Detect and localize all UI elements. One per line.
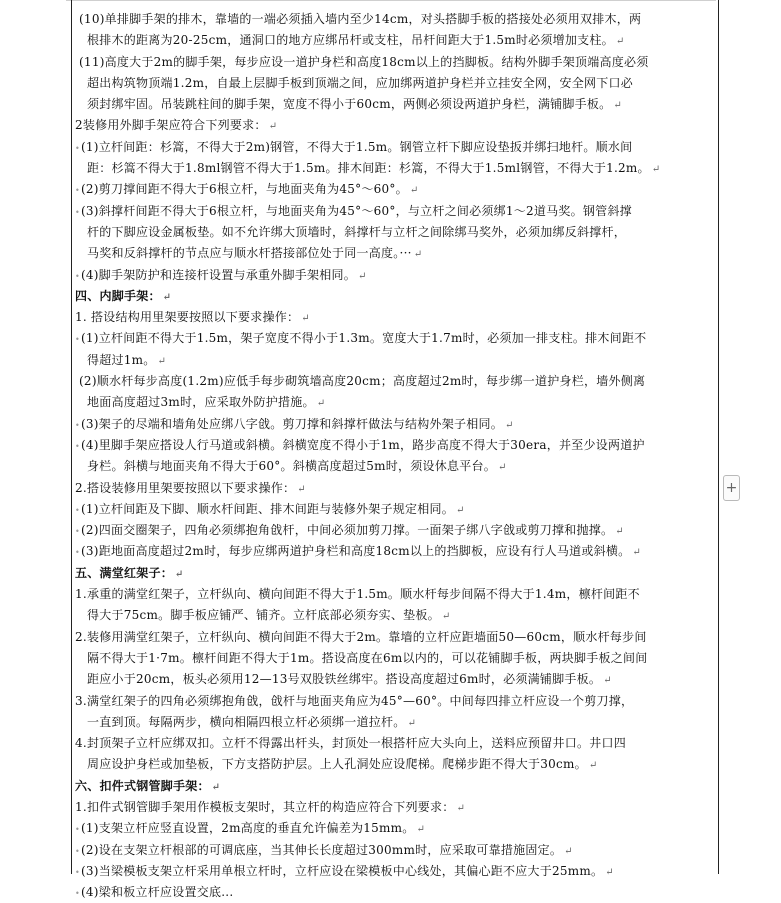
line-text: (11)高度大于2m的脚手架，每步应设一道护身栏和高度18cm以上的挡脚板。结构外脚手架顶端高度必须 [79,54,649,69]
paragraph-mark-icon: ↵ [297,483,306,495]
paragraph-mark-icon: ↵ [407,717,417,729]
line-text: (1)立杆间距：杉篙，不得大于2m)钢管，不得大于1.5m。钢管立杆下脚应设垫扳并绑扫地杆。顺水间 [80,139,633,154]
list-bullet: • [75,527,80,537]
line-text: (3)架子的尽端和墙角处应绑八字戗。剪刀撑和斜撑杆做法与结构外架子相同。 [80,416,503,431]
text-line [75,158,715,179]
text-line [75,520,715,541]
text-line [75,882,715,903]
paragraph-mark-icon: ↵ [175,568,184,580]
text-line [75,30,715,51]
text-line [75,754,715,775]
text-line [75,627,715,648]
text-line [75,350,715,371]
text-line [75,669,715,690]
text-line [75,499,715,520]
line-text: 身栏。斜横与地面夹角不得大于60°。斜横高度超过5m时，须设休息平台。 [87,459,497,474]
text-line [75,733,715,754]
paragraph-mark-icon: ↵ [357,270,367,282]
line-text: 1.承重的满堂红架子，立杆纵向、横向间距不得大于1.5m。顺水杆每步间隔不得大于1.4m，檩杆间距不 [75,587,640,602]
paragraph-mark-icon: ↵ [416,824,426,836]
line-text: 2.装修用满堂红架子，立杆纵向、横向间距不得大于2m。靠墙的立杆应距墙面50—60cm，顺水杆每步间 [75,629,647,644]
text-line [75,371,715,392]
line-text: (3)斜撑杆间距不得大于6根立杆，与地面夹角为45°～60°，与立杆之间必须绑1～2道马奖。钢管斜撑 [80,203,632,218]
line-text: 隔不得大于1·7m。檩杆间距不得大于1m。搭设高度在6m以内的，可以花铺脚手板，两块脚手板之间间 [87,650,648,665]
paragraph-mark-icon: ↵ [651,164,661,176]
text-line [75,861,715,882]
paragraph-mark-icon: ↵ [605,866,614,878]
line-text: 距：杉篙不得大于1.8ml钢管不得大于1.5m。排木间距：杉篙，不得大于1.5ml钢管，不得大于1.2m。 [87,161,650,176]
line-text: 1.扣件式钢管脚手架用作模板支架时，其立杆的构造应符合下列要求： [75,799,455,814]
line-text: 周应设护身栏或加垫板，下方支搭防护层。上人孔洞处应设爬梯。爬梯步距不得大于30cm。 [87,757,587,772]
line-text: 2装修用外脚手架应符合下列要求： [75,118,267,133]
table-left-border [71,0,72,874]
text-line [75,541,715,562]
line-text: 四、内脚手架： [75,288,161,303]
line-text: (2)剪刀撑间距不得大于6根立杆，与地面夹角为45°～60°。 [80,182,408,197]
list-bullet: • [75,846,80,856]
text-line [75,94,715,115]
line-text: 六、扣件式钢管脚手架： [75,778,210,793]
text-line [75,243,715,264]
line-text: 3.满堂红架子的四角必须绑抱角戗，戗杆与地面夹角应为45°—60°。中间每四排立杆应设一个剪刀撑， [75,693,634,708]
list-bullet: • [75,271,80,281]
line-text: 地面高度超过3m时，应采取外防护措施。 [87,395,315,410]
paragraph-mark-icon: ↵ [504,419,514,431]
line-text: 4.封顶架子立杆应绑双扣。立杆不得露出杆头，封顶处一根搭杆应大头向上，送料应预留井口。井口四 [75,736,626,751]
line-text: 须封绑牢固。吊装跳柱间的脚手架，宽度不得小于60cm，两侧必须设两道护身栏，满铺脚手板。 [87,97,612,112]
paragraph-mark-icon: ↵ [455,504,465,516]
line-text: 根排木的距离为20-25cm，通洞口的地方应绑吊杆或支柱，吊杆间距大于1.5m时必须增加支柱。 [87,33,614,48]
text-line [75,328,715,349]
paragraph-mark-icon: ↵ [162,291,172,303]
paragraph-mark-icon: ↵ [441,611,451,623]
list-bullet: • [75,889,80,899]
line-text: 得超过1m。 [87,352,156,367]
line-text: 杆的下脚应设金属板垫。如不允许绑大顶墙时，斜撑杆与立杆之间除绑马奖外，必须加绑反斜撑杆， [87,224,627,239]
document-body [75,9,715,903]
line-text: (3)距地面高度超过2m时，每步应绑两道护身栏和高度18cm以上的挡脚板，应设有行人马道或斜横。 [80,544,631,559]
line-text: (1)立杆间距不得大于1.5m，架子宽度不得小于1.3m。宽度大于1.7m时，必须加一排支柱。排木间距不 [80,331,647,346]
line-text: (1)立杆间距及下脚、顺水杆间距、排木间距与装修外架子规定相同。 [80,501,454,516]
list-bullet: • [75,335,80,345]
text-line [75,73,715,94]
list-bullet: • [75,867,80,877]
text-line [75,605,715,626]
line-text: 超出构筑物顶端1.2m，自最上层脚手板到顶端之间，应加绑两道护身栏并立挂安全网，安全网下口必 [87,75,633,90]
line-text: 距应小于20cm，板头必须用12—13号双股铁丝绑牢。搭设高度超过6m时，必须满铺脚手板。 [87,672,602,687]
text-line [75,137,715,158]
line-text: 得大于75cm。脚手板应铺严、铺齐。立杆底部必须夯实、垫板。 [87,608,440,623]
paragraph-mark-icon: ↵ [413,249,423,261]
line-text: (1)支架立杆应竖直设置，2m高度的垂直允许偏差为15mm。 [80,821,415,836]
paragraph-mark-icon: ↵ [316,398,326,410]
text-line [75,691,715,712]
paragraph-mark-icon: ↵ [588,760,598,772]
list-bullet: • [75,441,80,451]
line-text: 2.搭设装修用里架要按照以下要求操作： [75,480,296,495]
paragraph-mark-icon: ↵ [211,781,221,793]
text-line [75,9,715,30]
line-text: (2)顺水杆每步高度(1.2m)应低手每步砌筑墙高度20cm；高度超过2m时，每步绑一道护身栏，墙外侧离 [79,374,646,389]
paragraph-mark-icon: ↵ [301,313,310,325]
paragraph-mark-icon: ↵ [157,355,167,367]
text-line [75,584,715,605]
list-bullet: • [75,420,80,430]
text-line [75,201,715,222]
text-line [75,414,715,435]
paragraph-mark-icon: ↵ [615,36,625,48]
text-line [75,179,715,200]
page-top-rule [66,0,716,1]
line-text: (2)设在支架立杆根部的可调底座，当其伸长长度超过300mm时，应采取可靠措施固定。 [80,842,563,857]
section-heading [75,563,715,584]
text-line [75,712,715,733]
text-line [75,52,715,73]
paragraph-mark-icon: ↵ [615,526,624,538]
text-line [75,392,715,413]
paragraph-mark-icon: ↵ [632,547,641,559]
text-line [75,307,715,328]
paragraph-mark-icon: ↵ [564,845,573,857]
list-bullet: • [75,548,80,558]
text-line [75,478,715,499]
list-bullet: • [75,825,80,835]
text-line [75,456,715,477]
line-text: 五、满堂红架子： [75,565,174,580]
text-line [75,115,715,136]
line-text: (2)四面交圈架子，四角必须绑抱角戗杆，中间必须加剪刀撑。一面架子绑八字戗或剪刀撑和抛撑。 [80,523,614,538]
list-bullet: • [75,143,80,153]
table-right-border [718,0,719,874]
text-line [75,648,715,669]
text-line [75,840,715,861]
section-heading [75,286,715,307]
line-text: 一直到顶。每隔两步，横向相隔四根立杆必须绑一道拉杆。 [87,714,406,729]
section-heading [75,776,715,797]
line-text: 马奖和反斜撑杆的节点应与顺水杆搭接部位处于同一高度。··· [87,246,412,261]
line-text: (3)当梁模板支架立杆采用单根立杆时，立杆应设在梁模板中心线处，其偏心距不应大于25mm。 [80,863,604,878]
text-line [75,222,715,243]
text-line [75,797,715,818]
list-bullet: • [75,505,80,515]
line-text: 1. 搭设结构用里架要按照以下要求操作： [75,310,300,325]
paragraph-mark-icon: ↵ [409,185,419,197]
line-text: (4)里脚手架应搭设人行马道或斜横。斜横宽度不得小于1m，路步高度不得大于30era，并至少设两道护 [80,437,645,452]
paragraph-mark-icon: ↵ [268,121,278,133]
paragraph-mark-icon: ↵ [603,675,612,687]
add-plus-button[interactable]: + [723,475,740,501]
paragraph-mark-icon: ↵ [498,462,507,474]
text-line [75,435,715,456]
paragraph-mark-icon: ↵ [613,100,623,112]
line-text: (4)梁和板立杆应设置交底... [80,885,234,900]
list-bullet: • [75,207,80,217]
text-line [75,265,715,286]
line-text: (4)脚手架防护和连接杆设置与承重外脚手架相同。 [80,267,356,282]
line-text: (10)单排脚手架的排木，靠墙的一端必须插入墙内至少14cm，对头搭脚手板的搭接处必须用双排木，两 [79,12,642,26]
paragraph-mark-icon: ↵ [456,802,466,814]
list-bullet: • [75,186,80,196]
text-line [75,818,715,839]
